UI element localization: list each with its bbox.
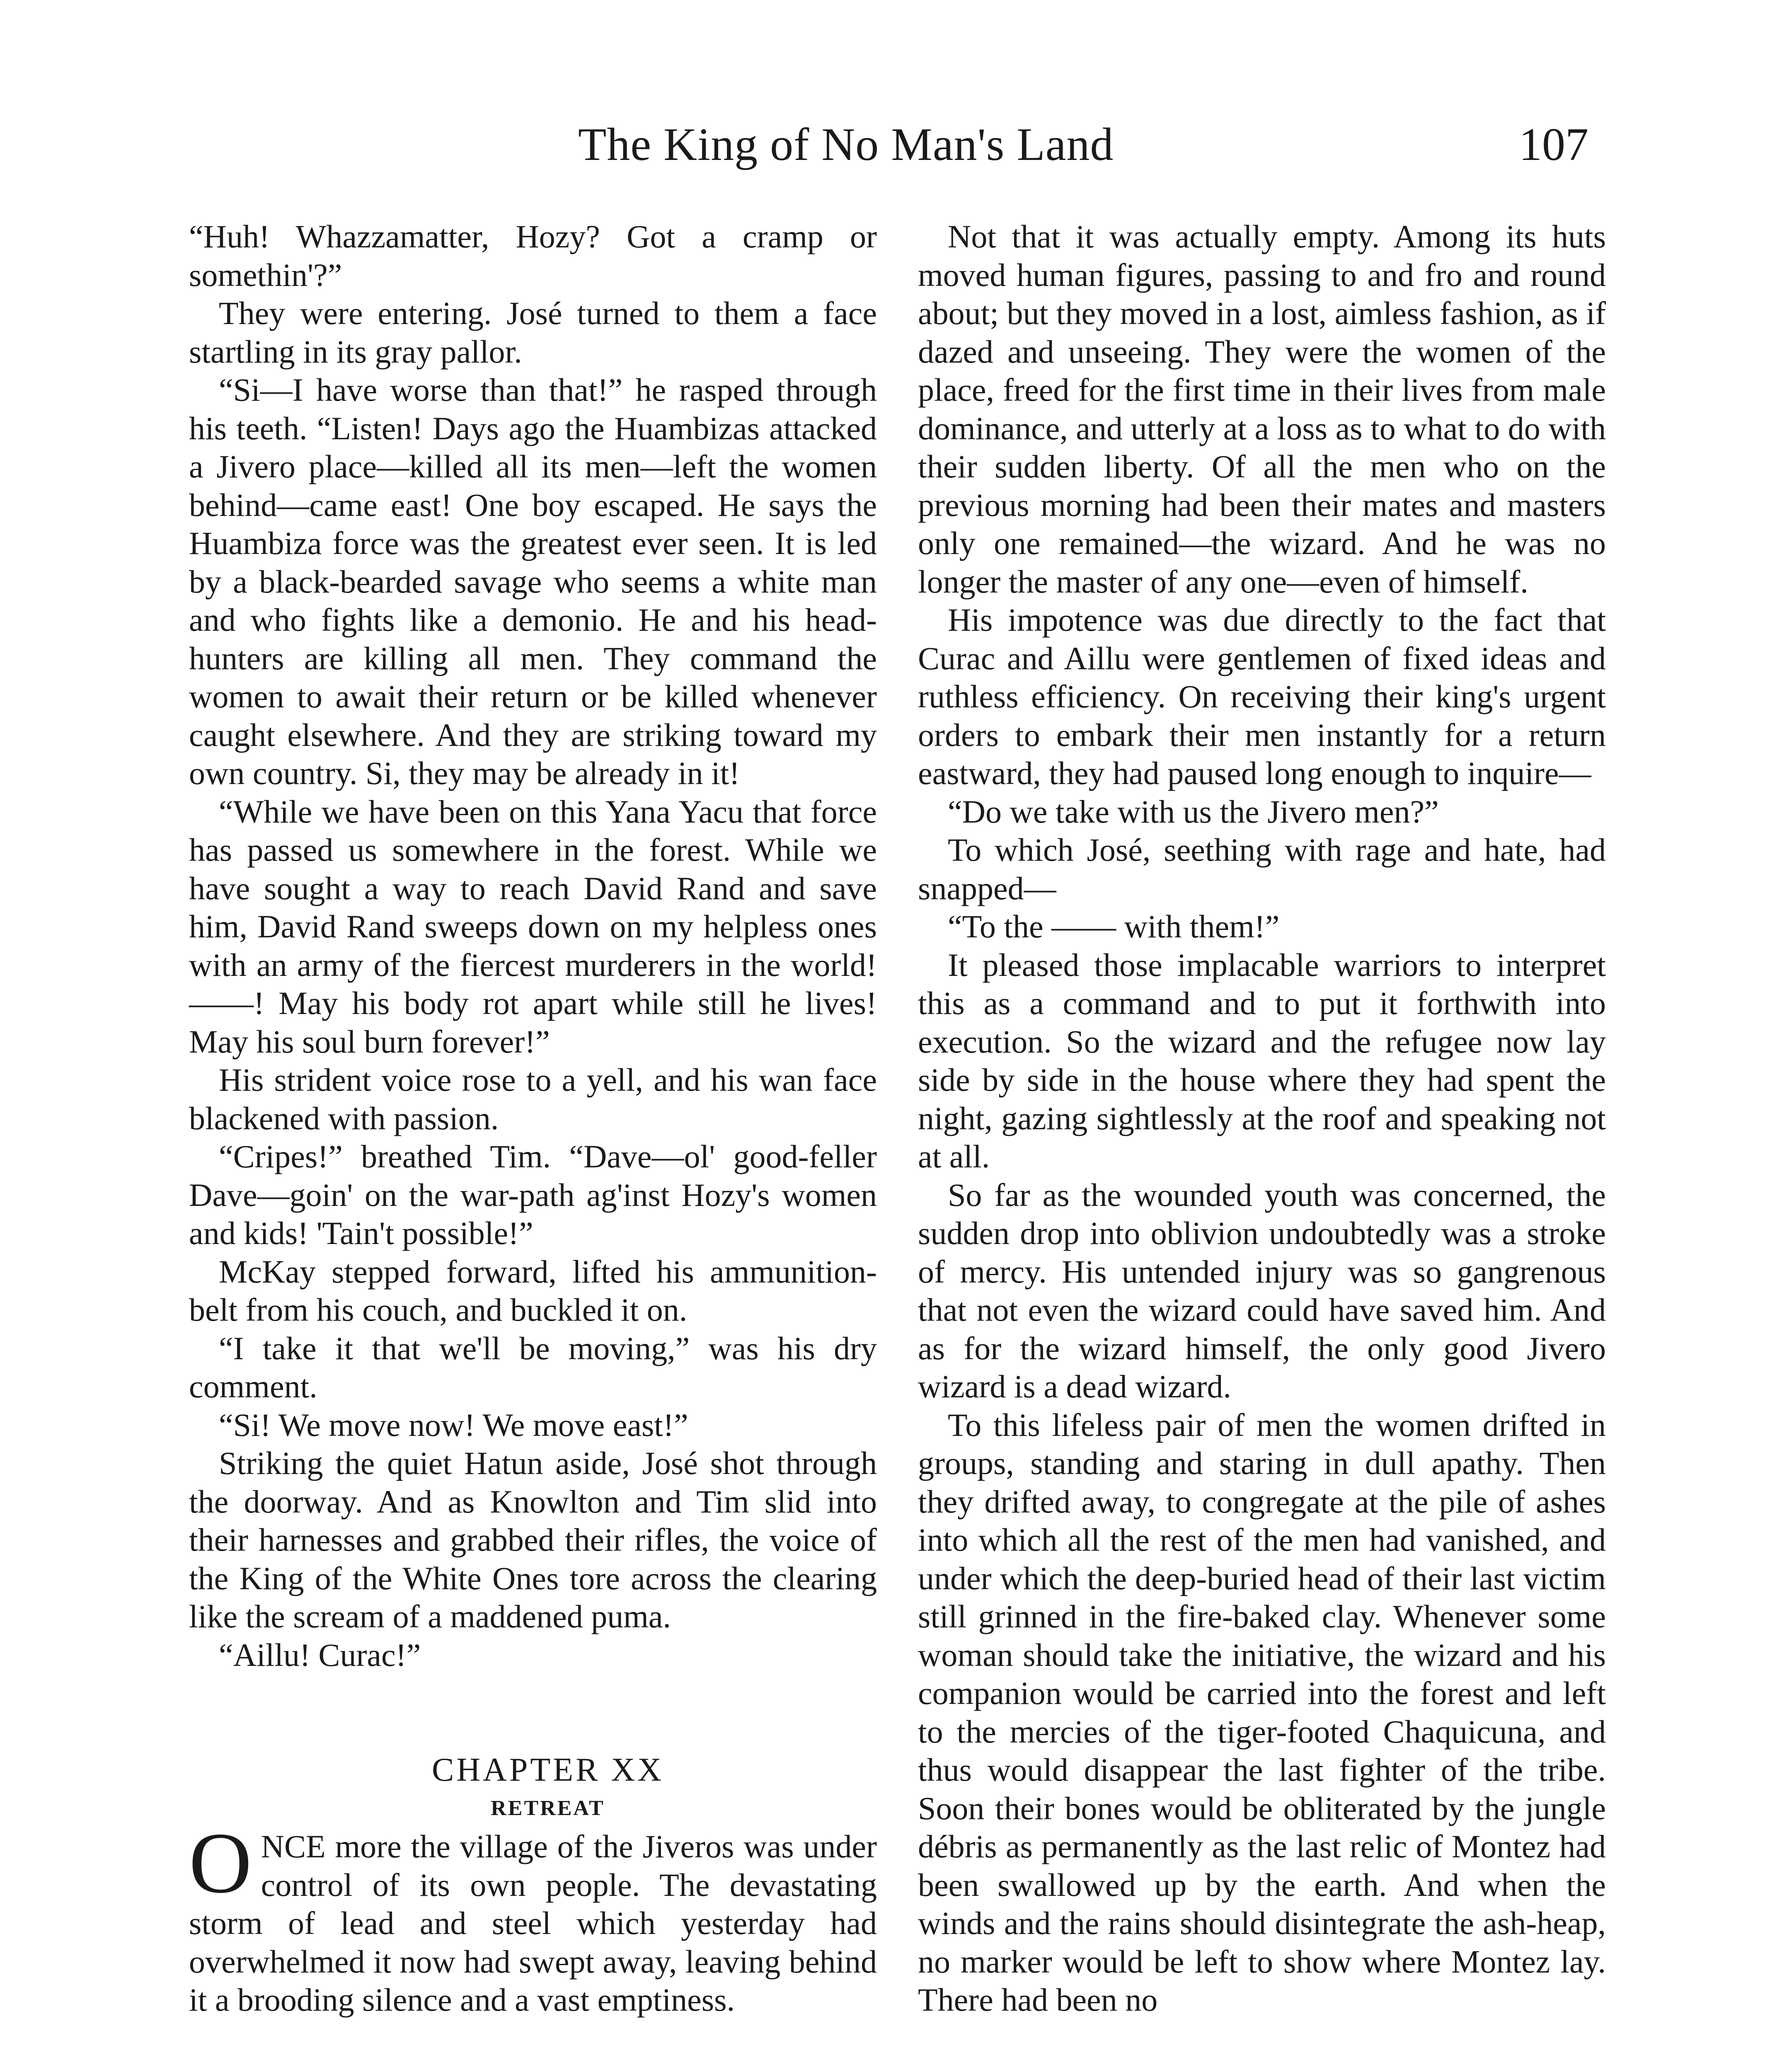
paragraph: His strident voice rose to a yell, and his wan face blackened with passion.: [189, 1062, 877, 1136]
chapter-title: RETREAT: [491, 1796, 605, 1820]
paragraph: “To the —— with them!”: [948, 908, 1280, 944]
chapter-heading: CHAPTER XX: [431, 1752, 664, 1788]
paragraph: To which José, seething with rage and hate, had snapped—: [918, 832, 1606, 906]
chapter-opening-text: NCE more the village of the Jiveros was under control of its own people. The devastating storm of lead and steel which yesterday had overwhelmed it now had swept away, leaving behind it a brooding silence and a vast emptiness.: [189, 1828, 877, 2018]
page-number: 107: [1519, 119, 1588, 170]
paragraph: So far as the wounded youth was concerned, the sudden drop into oblivion undoubtedly was a stroke of mercy. His untended injury was so gangrenous that not even the wizard could have saved him. And as for the wizard himself, the only good Jivero wizard is a dead wizard.: [918, 1176, 1606, 1404]
paragraph: “Si—I have worse than that!” he rasped through his teeth. “Listen! Days ago the Huambizas attacked a Jivero place—killed all its men—left the women behind—came east! One boy escaped. He says the Huambiza force was the greatest ever seen. It is led by a black-bearded savage who seems a white man and who fights like a demonio. He and his head-hunters are killing all men. They command the women to await their return or be killed whenever caught elsewhere. And they are striking toward my own country. Si, they may be already in it!: [189, 372, 877, 791]
paragraph: They were entering. José turned to them a face startling in its gray pallor.: [189, 295, 877, 370]
paragraph: It pleased those implacable warriors to interpret this as a command and to put it forthwith into execution. So the wizard and the refugee now lay side by side in the house where they had spent the night, gazing sightlessly at the roof and speaking not at all.: [918, 946, 1606, 1174]
paragraph: McKay stepped forward, lifted his ammunition-belt from his couch, and buckled it on.: [189, 1253, 877, 1328]
paragraph: To this lifeless pair of men the women drifted in groups, standing and staring in dull apathy. Then they drifted away, to congregate at the pile of ashes into which all the rest of the men had vanished, and under which the deep-buried head of their last victim still grinned in the fire-baked clay. Whenever some woman should take the initiative, the wizard and his companion would be carried into the forest and left to the mercies of the tiger-footed Chaquicuna, and thus would disappear the last fighter of the tribe. Soon their bones would be obliterated by the jungle débris as permanently as the last relic of Montez had been swallowed up by the earth. And when the winds and the rains should disintegrate the ash-heap, no marker would be left to show where Montez lay. There had been no: [918, 1406, 1606, 2018]
drop-cap: O: [189, 1815, 252, 1911]
book-title: The King of No Man's Land: [578, 119, 1114, 170]
paragraph: “Si! We move now! We move east!”: [219, 1406, 688, 1443]
paragraph: “I take it that we'll be moving,” was his dry comment.: [189, 1330, 877, 1404]
paragraph: Striking the quiet Hatun aside, José shot through the doorway. And as Knowlton and Tim slid into their harnesses and grabbed their rifles, the voice of the King of the White Ones tore across the clearing like the scream of a maddened puma.: [189, 1445, 877, 1634]
paragraph: Not that it was actually empty. Among its huts moved human figures, passing to and fro and round about; but they moved in a lost, aimless fashion, as if dazed and unseeing. They were the women of the place, freed for the first time in their lives from male dominance, and utterly at a loss as to what to do with their sudden liberty. Of all the men who on the previous morning had been their mates and masters only one remained—the wizard. And he was no longer the master of any one—even of himself.: [918, 218, 1606, 600]
right-column: [918, 218, 1606, 2019]
paragraph: “Do we take with us the Jivero men?”: [948, 793, 1439, 830]
paragraph: “Huh! Whazzamatter, Hozy? Got a cramp or somethin'?”: [189, 218, 877, 293]
paragraph: His impotence was due directly to the fact that Curac and Aillu were gentlemen of fixed ideas and ruthless efficiency. On receiving their king's urgent orders to embark their men instantly for a return eastward, they had paused long enough to inquire—: [918, 602, 1606, 791]
left-column: [189, 218, 877, 2019]
chapter-opening-paragraph: [189, 1815, 877, 2019]
paragraph: “While we have been on this Yana Yacu that force has passed us somewhere in the forest. While we have sought a way to reach David Rand and save him, David Rand sweeps down on my helpless ones with an army of the fiercest murderers in the world! ——! May his body rot apart while still he lives! May his soul burn forever!”: [189, 793, 877, 1060]
paragraph: “Aillu! Curac!”: [219, 1636, 421, 1673]
running-head: [0, 118, 1782, 184]
chapter-block: [189, 1751, 877, 2019]
paragraph: “Cripes!” breathed Tim. “Dave—ol' good-feller Dave—goin' on the war-path ag'inst Hozy's women and kids! 'Tain't possible!”: [189, 1138, 877, 1251]
